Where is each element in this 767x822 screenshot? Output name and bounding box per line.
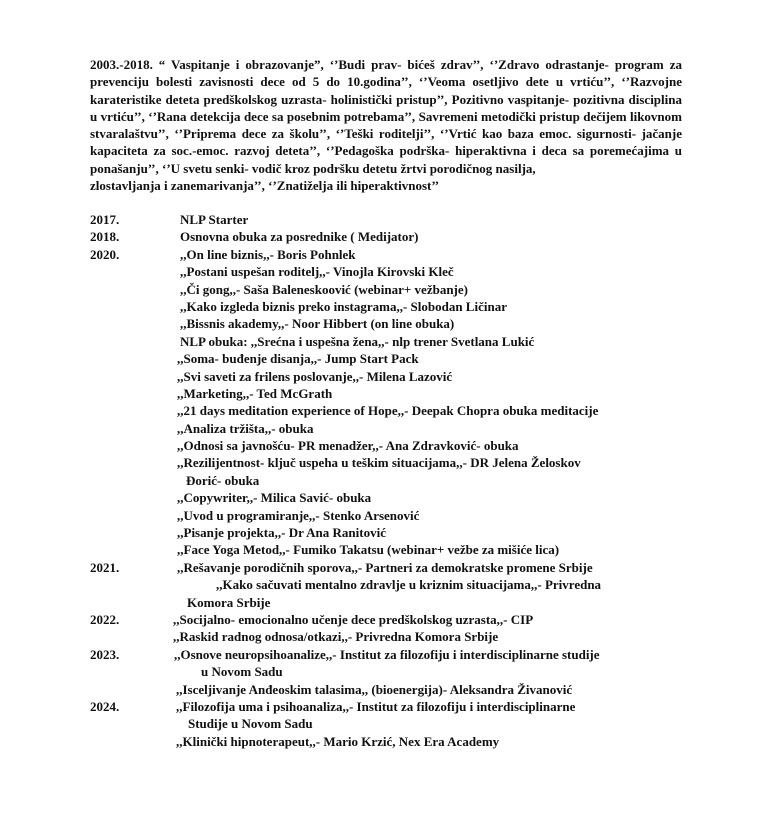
training-entry xyxy=(90,315,690,332)
training-entry xyxy=(90,524,690,541)
training-entry xyxy=(90,541,690,558)
training-entry xyxy=(90,385,690,402)
training-entry xyxy=(90,628,690,645)
intro-line: potrebama’’, Savremeni metodički pristup dečijem likovnom stvaralaštvu’’, ‘’Priprema xyxy=(90,108,682,142)
intro-line: ponašanju’’, ‘’U svetu senki- vodič kroz podršku detetu žrtvi porodičnog nasilja, xyxy=(90,160,536,176)
training-entry xyxy=(90,368,690,385)
intro-line: dece za školu’’, ‘’Teški roditelji’’, ‘’Vrtić kao baza emoc. sigurnosti- jačanje kapaciteta za xyxy=(90,126,683,159)
intro-line: vrtiću’’, ‘’Razvojne karateristike deteta predškolskog uzrasta- holinistički pristup’’, xyxy=(90,74,682,107)
entry-text: ,,Klinički hipnoterapeut,,- Mario Krzić, Nex Era Academy xyxy=(176,733,500,749)
entry-text: ,,Socijalno- emocionalno učenje dece predškolskog uzrasta,,- CIP xyxy=(173,612,534,628)
entry-year: 2024. xyxy=(90,699,120,715)
entry-text: NLP obuka: ,,Srećna i uspešna žena,,- nlp trener Svetlana Lukić xyxy=(180,333,535,349)
entry-text-continued: Đorić- obuka xyxy=(186,472,260,488)
training-entry xyxy=(90,228,690,245)
entry-year: 2022. xyxy=(90,612,120,628)
training-entry xyxy=(90,281,690,298)
entry-text-continued: Komora Srbije xyxy=(187,594,271,610)
entry-text: ,,Copywriter,,- Milica Savić- obuka xyxy=(177,490,372,506)
entry-text: ,,Face Yoga Metod,,- Fumiko Takatsu (webinar+ vežbe za mišiće lica) xyxy=(177,542,560,558)
training-entry xyxy=(90,733,690,750)
entry-text: ,,Soma- buđenje disanja,,- Jump Start Pack xyxy=(177,351,419,367)
entry-text: ,,Analiza tržišta,,- obuka xyxy=(177,420,314,436)
training-entry xyxy=(90,350,690,367)
training-entry xyxy=(90,246,690,263)
entry-year: 2023. xyxy=(90,646,120,662)
entry-text: ,,Isceljivanje Anđeoskim talasima,, (bioenergija)- Aleksandra Živanović xyxy=(176,681,573,697)
entry-year: 2020. xyxy=(90,246,120,262)
intro-paragraph xyxy=(90,56,682,194)
intro-line: zlostavljanja i zanemarivanja’’, ‘’Znatiželja ili hiperaktivnost’’ xyxy=(90,178,440,194)
training-entry xyxy=(90,420,690,437)
training-entry xyxy=(90,507,690,524)
training-entry xyxy=(90,489,690,506)
entry-text: NLP Starter xyxy=(180,212,249,227)
entry-text: ,,Raskid radnog odnosa/otkazi,,- Privredna Komora Srbije xyxy=(173,629,499,645)
entry-year: 2017. xyxy=(90,212,120,227)
entry-text: ,,Kako sačuvati mentalno zdravlje u kriznim situacijama,,- Privredna xyxy=(216,577,602,593)
training-entry xyxy=(90,437,690,454)
intro-line: program za prevenciju bolesti zavisnosti dece od 5 do 10.godina’’, ‘’Veoma osetljivo dete u xyxy=(90,57,682,90)
training-entry xyxy=(90,559,690,576)
entry-text: ,,Či gong,,- Saša Baleneskoović (webinar+ vežbanje) xyxy=(180,281,468,297)
training-entry xyxy=(90,454,690,489)
entry-text: ,,21 days meditation experience of Hope,,- Deepak Chopra obuka meditacije xyxy=(177,403,599,419)
training-entry xyxy=(90,402,690,419)
training-entry xyxy=(90,698,690,733)
intro-line: soc.-emoc. razvoj deteta’’, ‘’Pedagoška podrška- hiperaktivna i deca sa poremećajima u xyxy=(171,143,682,159)
training-entry xyxy=(90,611,690,628)
entry-text: ,,Postani uspešan roditelj,,- Vinojla Kirovski Kleč xyxy=(180,264,454,280)
training-entry xyxy=(90,646,690,681)
training-entry xyxy=(90,576,690,611)
entry-text: ,,Svi saveti za frilens poslovanje,,- Milena Lazović xyxy=(177,368,453,384)
entry-text: ,,Kako izgleda biznis preko instagrama,,- Slobodan Ličinar xyxy=(180,298,507,314)
entry-year: 2021. xyxy=(90,559,120,575)
training-entry xyxy=(90,333,690,350)
entry-text: ,,On line biznis,,- Boris Pohnlek xyxy=(180,246,356,262)
entry-text: ,,Odnosi sa javnošću- PR menadžer,,- Ana Zdravković- obuka xyxy=(177,438,519,454)
entry-text-continued: u Novom Sadu xyxy=(201,664,283,680)
entry-text: ,,Marketing,,- Ted McGrath xyxy=(177,385,333,401)
entry-text: ,,Rezilijentnost- ključ uspeha u teškim situacijama,,- DR Jelena Želoskov xyxy=(177,455,581,471)
entry-text: ,,Osnove neuropsihoanalize,,- Institut za filozofiju i interdisciplinarne studije xyxy=(174,646,600,662)
intro-line: 2003.-2018. “ Vaspitanje i obrazovanje”, ‘’Budi prav- bićeš zdrav’’, ‘’Zdravo odrastanje- xyxy=(90,57,609,72)
training-entry xyxy=(90,211,690,228)
training-list xyxy=(90,211,690,750)
entry-text: ,,Uvod u programiranje,,- Stenko Arsenović xyxy=(177,507,420,523)
entry-text: ,,Filozofija uma i psihoanaliza,,- Institut za filozofiju i interdisciplinarne xyxy=(176,699,576,715)
entry-text-continued: Studije u Novom Sadu xyxy=(188,716,313,732)
training-entry xyxy=(90,681,690,698)
intro-line: Pozitivno vaspitanje- pozitivna disciplina u vrtiću’’, ‘’Rana detekcija dece sa posebnim xyxy=(90,91,682,124)
training-entry xyxy=(90,263,690,280)
entry-text: ,,Pisanje projekta,,- Dr Ana Ranitović xyxy=(177,525,386,541)
entry-text: ,,Rešavanje porodičnih sporova,,- Partneri za demokratske promene Srbije xyxy=(177,559,593,575)
entry-text: ,,Bissnis akademy,,- Noor Hibbert (on line obuka) xyxy=(180,316,455,332)
entry-text: Osnovna obuka za posrednike ( Medijator) xyxy=(180,229,419,245)
entry-year: 2018. xyxy=(90,229,120,245)
training-entry xyxy=(90,298,690,315)
